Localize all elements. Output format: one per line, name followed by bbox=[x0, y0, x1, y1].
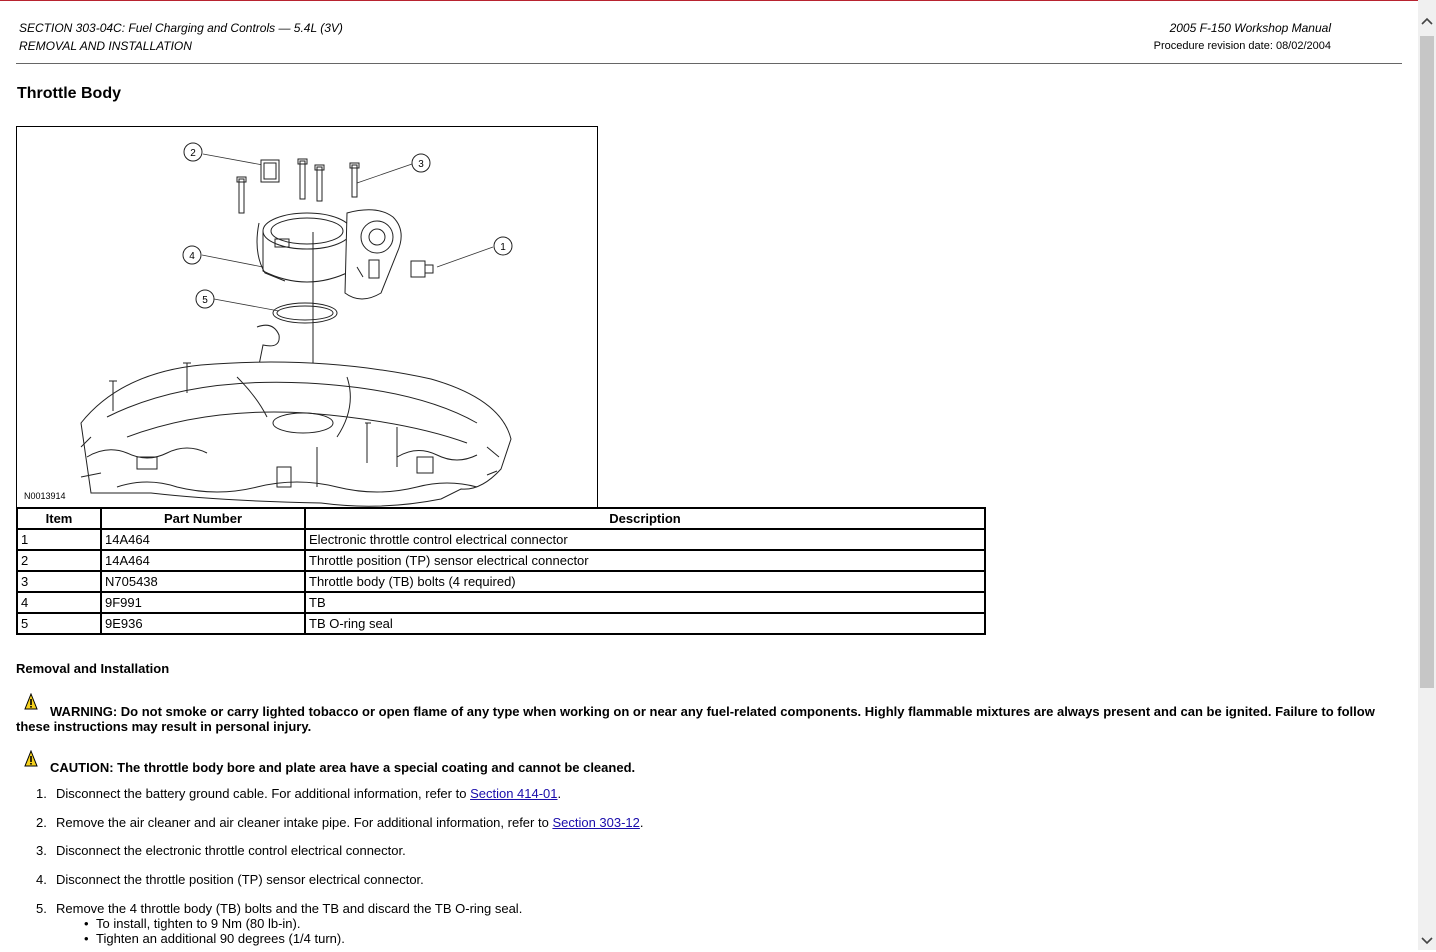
throttle-body-illustration bbox=[16, 126, 598, 508]
header-divider bbox=[16, 63, 1402, 64]
step-text: Disconnect the throttle position (TP) sensor electrical connector. bbox=[56, 872, 424, 887]
warning-text bbox=[16, 704, 1386, 734]
caution-text bbox=[16, 760, 1386, 775]
bullet-item: • To install, tighten to 9 Nm (80 lb-in). bbox=[84, 916, 936, 931]
step-number: 4. bbox=[36, 872, 47, 887]
bullet-item: • Tighten an additional 90 degrees (1/4 turn). bbox=[84, 931, 936, 946]
column-header-part-number: Part Number bbox=[101, 508, 305, 529]
step-number: 3. bbox=[36, 843, 47, 858]
callout-4-label: 4 bbox=[189, 251, 195, 262]
description-cell: Throttle position (TP) sensor electrical connector bbox=[305, 550, 985, 571]
callout-2-label: 2 bbox=[190, 148, 196, 159]
section-414-01-link[interactable]: Section 414-01 bbox=[470, 786, 558, 801]
header-left bbox=[19, 19, 343, 55]
callout-1-label: 1 bbox=[500, 242, 506, 253]
callout-3-label: 3 bbox=[418, 159, 424, 170]
table-row bbox=[17, 571, 985, 592]
item-cell: 3 bbox=[17, 571, 101, 592]
step-text: Disconnect the electronic throttle control electrical connector. bbox=[56, 843, 406, 858]
table-row bbox=[17, 592, 985, 613]
step-item bbox=[36, 872, 936, 901]
part-number-cell: 14A464 bbox=[101, 529, 305, 550]
step-sub-bullets bbox=[56, 916, 936, 946]
callout-5-label: 5 bbox=[202, 295, 208, 306]
step-item bbox=[36, 815, 936, 843]
procedure-steps bbox=[36, 786, 936, 946]
chevron-up-icon[interactable] bbox=[1419, 14, 1435, 30]
subsection-title: REMOVAL AND INSTALLATION bbox=[19, 39, 192, 53]
page-title: Throttle Body bbox=[17, 85, 121, 102]
part-number-cell: 9F991 bbox=[101, 592, 305, 613]
throttle-body-drawing bbox=[257, 210, 401, 299]
manual-title: 2005 F-150 Workshop Manual bbox=[1169, 21, 1331, 35]
table-row bbox=[17, 550, 985, 571]
revision-date: Procedure revision date: 08/02/2004 bbox=[1153, 40, 1331, 52]
chevron-down-icon[interactable] bbox=[1419, 932, 1435, 948]
description-cell: TB bbox=[305, 592, 985, 613]
part-number-cell: 9E936 bbox=[101, 613, 305, 634]
step-punct: . bbox=[639, 815, 644, 830]
part-number-cell: N705438 bbox=[101, 571, 305, 592]
step-number: 5. bbox=[36, 901, 47, 916]
table-header-row bbox=[17, 508, 985, 529]
description-cell: Throttle body (TB) bolts (4 required) bbox=[305, 571, 985, 592]
item-cell: 5 bbox=[17, 613, 101, 634]
item-cell: 1 bbox=[17, 529, 101, 550]
tb-bolts bbox=[237, 159, 359, 213]
table-row bbox=[17, 529, 985, 550]
description-cell: TB O-ring seal bbox=[305, 613, 985, 634]
scrollbar-thumb[interactable] bbox=[1420, 36, 1434, 688]
description-cell: Electronic throttle control electrical connector bbox=[305, 529, 985, 550]
step-number: 1. bbox=[36, 786, 47, 801]
figure-id: N0013914 bbox=[24, 491, 66, 501]
section-303-12-link[interactable]: Section 303-12 bbox=[552, 815, 640, 830]
table-row bbox=[17, 613, 985, 634]
step-item bbox=[36, 843, 936, 872]
step-item bbox=[36, 901, 936, 946]
section-title: SECTION 303-04C: Fuel Charging and Controls — 5.4L (3V) bbox=[19, 21, 343, 35]
step-item bbox=[36, 786, 936, 815]
vertical-scrollbar[interactable] bbox=[1418, 0, 1436, 950]
part-number-cell: 14A464 bbox=[101, 550, 305, 571]
step-text: Disconnect the battery ground cable. For additional information, refer to bbox=[56, 786, 471, 801]
step-number: 2. bbox=[36, 815, 47, 830]
item-cell: 2 bbox=[17, 550, 101, 571]
column-header-description: Description bbox=[305, 508, 985, 529]
column-header-item: Item bbox=[17, 508, 101, 529]
caution-message: CAUTION: The throttle body bore and plate area have a special coating and cannot be cleaned. bbox=[50, 760, 636, 775]
intake-manifold-drawing bbox=[81, 362, 511, 506]
step-punct: . bbox=[557, 786, 562, 801]
step-text: Remove the 4 throttle body (TB) bolts and the TB and discard the TB O-ring seal. bbox=[56, 901, 523, 916]
item-cell: 4 bbox=[17, 592, 101, 613]
step-text: Remove the air cleaner and air cleaner intake pipe. For additional information, refer to bbox=[56, 815, 553, 830]
warning-message: WARNING: Do not smoke or carry lighted tobacco or open flame of any type when working on or near any fuel-related components. Highly flammable mixtures are always present and can be ignited. Failure to follow these instructions may result in personal injury. bbox=[16, 704, 1375, 734]
removal-installation-heading: Removal and Installation bbox=[16, 661, 170, 676]
header-right bbox=[1154, 19, 1331, 55]
parts-table bbox=[16, 507, 986, 635]
